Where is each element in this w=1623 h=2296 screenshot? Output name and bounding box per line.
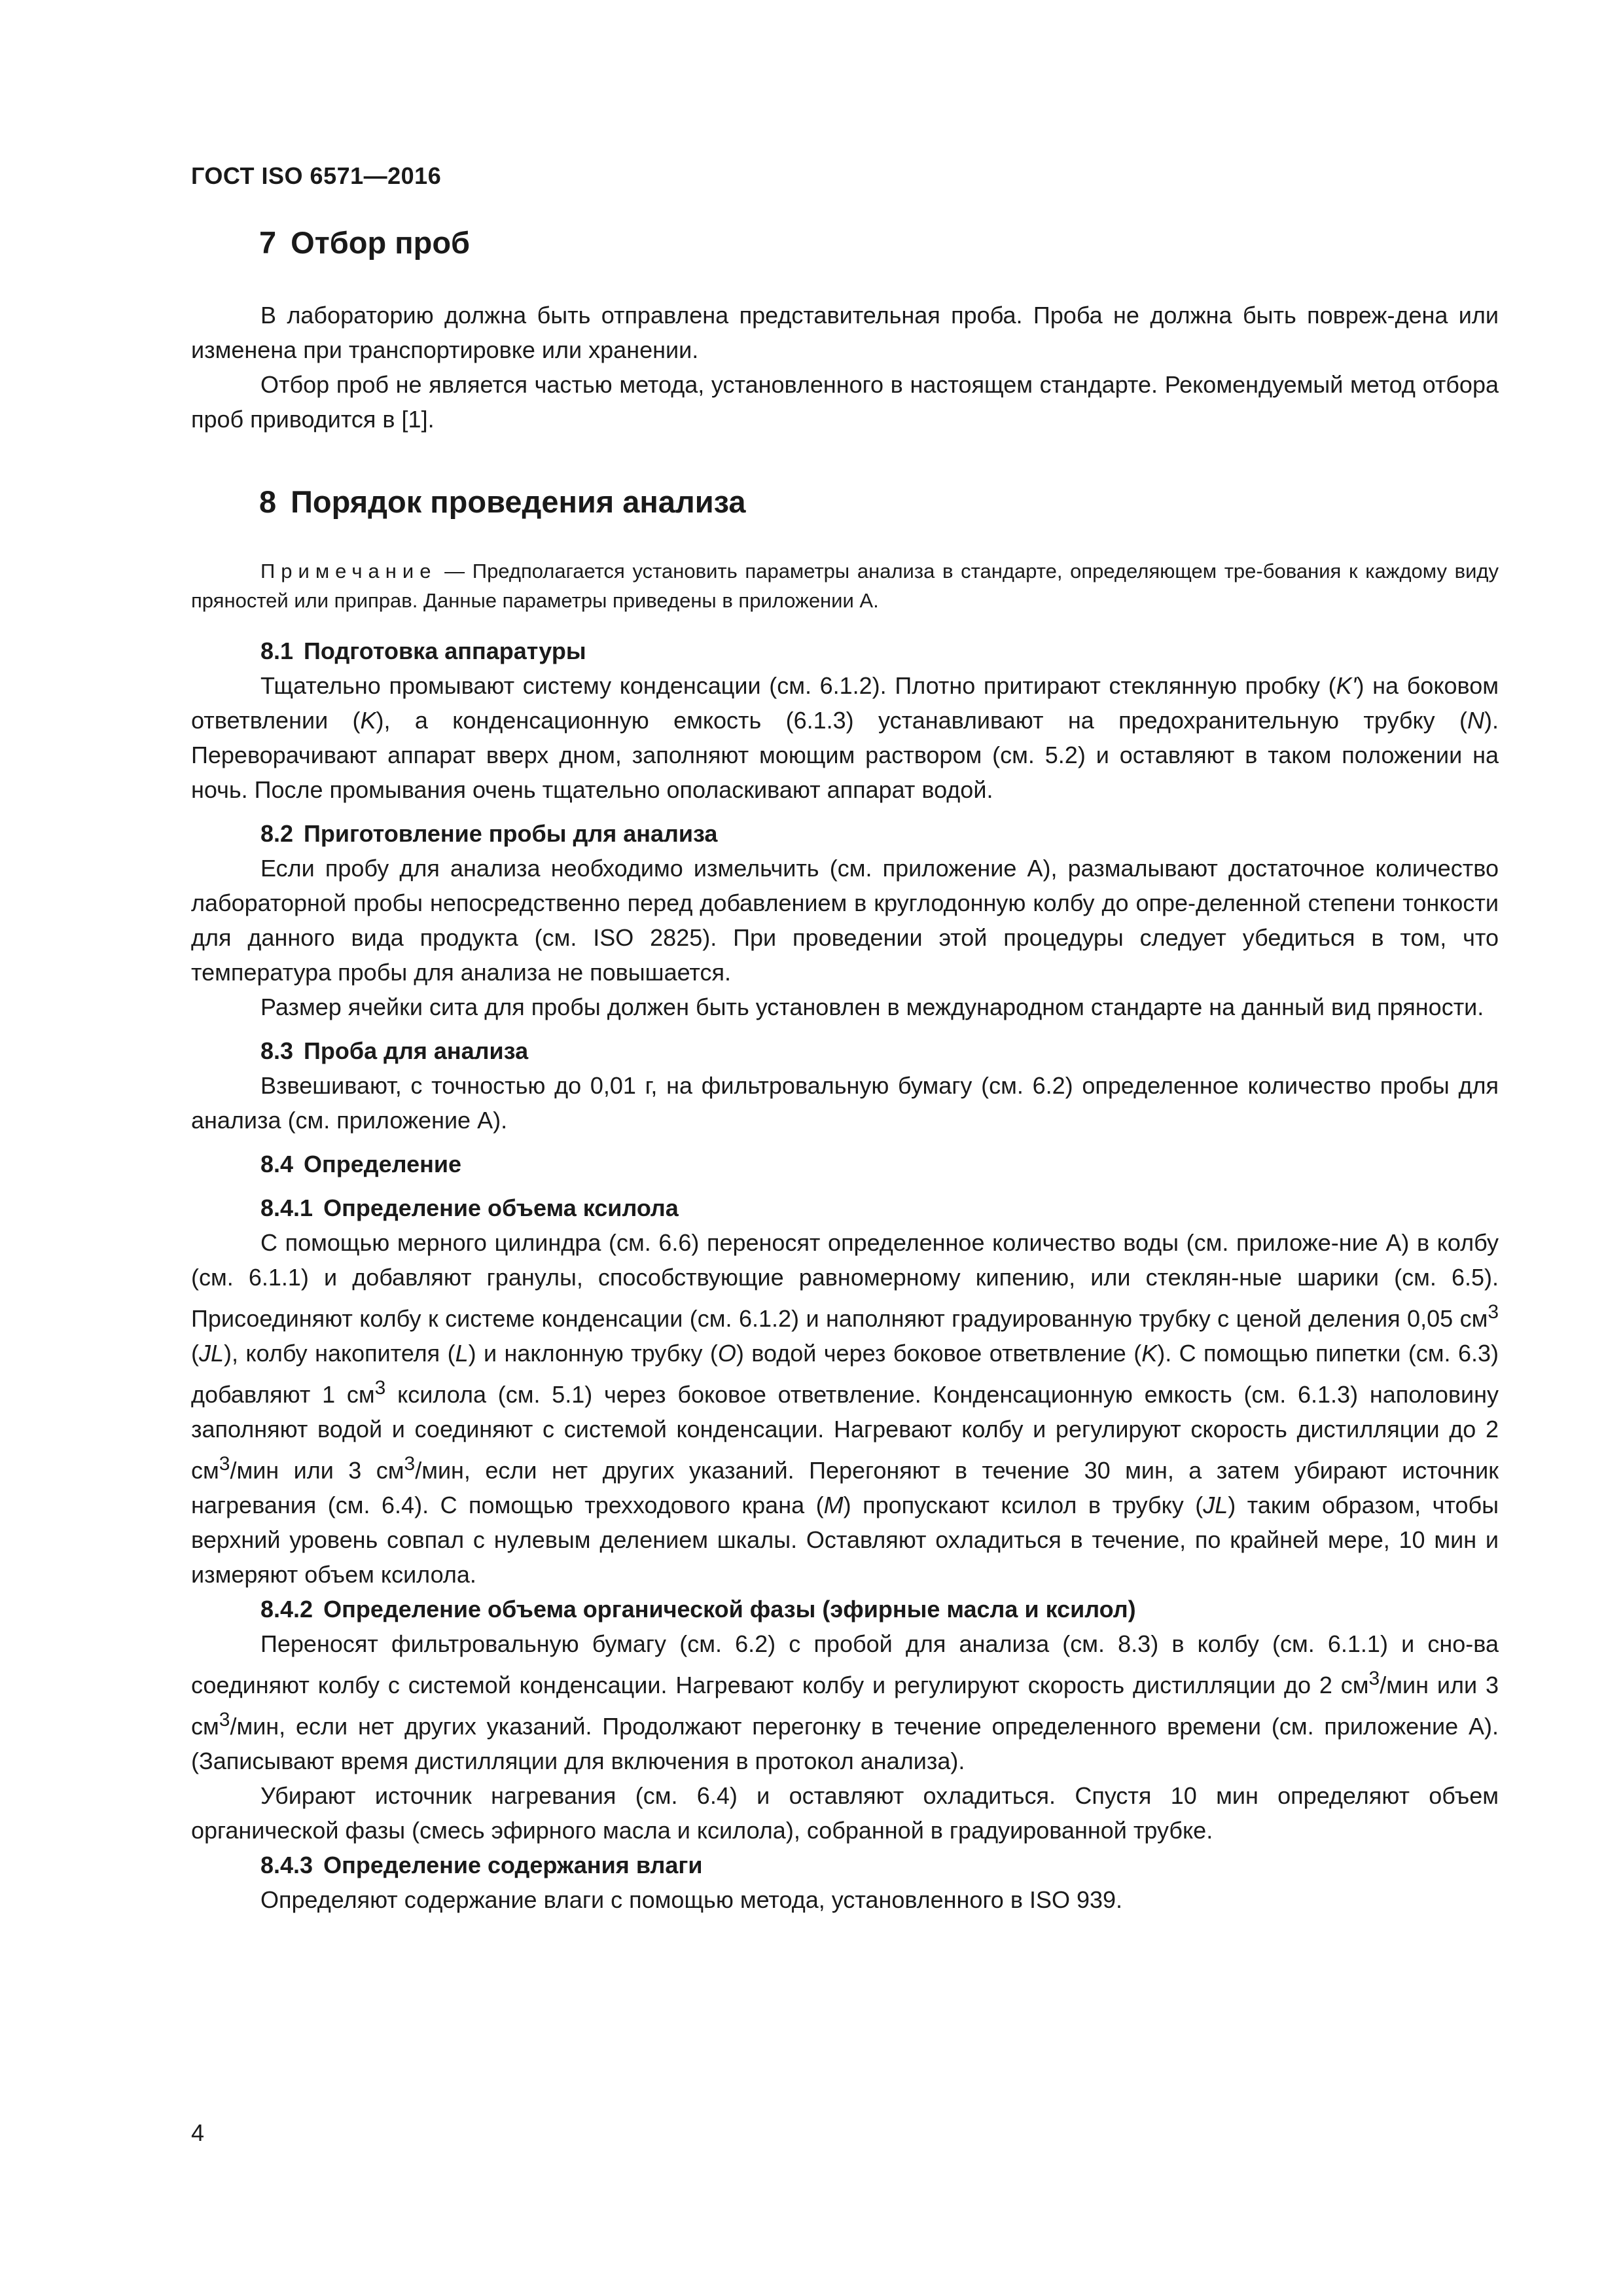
superscript: 3 [1368, 1668, 1380, 1690]
note-text: — Предполагается установить параметры анализа в стандарте, определяющем тре-бования к каждому виду пряностей или приправ. Данные параметры приведены в приложении А. [191, 560, 1499, 613]
paragraph: Отбор проб не является частью метода, установленного в настоящем стандарте. Рекомендуемый метод отбора проб приводится в [1]. [191, 370, 1499, 433]
superscript: 3 [1488, 1301, 1499, 1323]
superscript: 3 [404, 1453, 416, 1475]
text-run: С помощью мерного цилиндра (см. 6.6) переносят определенное количество воды (см. приложе-ние А) в колбу (см. 6.1.1) и добавляют гранулы, способствующие равномерному кипению, или стеклян-ные шарики (см. 6.5). Присоединяют колбу к системе конденсации (см. 6.1.2) и наполняют градуированную трубку с ценой деления 0,05 см [191, 1229, 1499, 1333]
italic-symbol: L [455, 1340, 469, 1367]
text-run: /мин, если нет других указаний. Продолжают перегонку в течение определенного времени (см. приложение А). (Записывают время дистилляции для включения в протокол анализа). [191, 1713, 1499, 1775]
subsection-heading: Определение объема ксилола [323, 1194, 679, 1222]
section-heading: Порядок проведения анализа [291, 484, 746, 519]
italic-symbol: M [823, 1492, 844, 1519]
subsection-number: 8.2 [260, 820, 294, 848]
text-run: ). С помощью пипетки (см. 6.3) добавляют 1 см [191, 1340, 1499, 1408]
italic-symbol: K' [1336, 672, 1357, 700]
section-number: 7 [259, 225, 277, 260]
subsection-number: 8.1 [260, 637, 294, 665]
subsection-number: 8.4 [260, 1151, 294, 1178]
text-run: ) водой через боковое ответвление ( [736, 1340, 1142, 1367]
text-run: ), колбу накопителя ( [224, 1340, 455, 1367]
superscript: 3 [219, 1709, 230, 1731]
paragraph: Размер ячейки сита для пробы должен быть установлен в международном стандарте на данный вид пряности. [260, 994, 1484, 1021]
section-heading: Отбор проб [291, 225, 471, 260]
paragraph: Взвешивают, с точностью до 0,01 г, на фильтровальную бумагу (см. 6.2) определенное количество пробы для анализа (см. приложение А). [191, 1072, 1499, 1134]
section-8-title [259, 485, 1499, 519]
page-number: 4 [191, 2119, 205, 2146]
section-number: 8 [259, 484, 277, 519]
subsection-heading: Проба для анализа [304, 1037, 529, 1065]
italic-symbol: K [360, 707, 376, 734]
text-run: ) и наклонную трубку ( [468, 1340, 718, 1367]
superscript: 3 [374, 1377, 386, 1399]
subsection-8-4-1-title [260, 1191, 1499, 1225]
subsection-number: 8.4.1 [260, 1194, 313, 1222]
subsection-8-1-title [260, 634, 1499, 668]
subsection-8-2-title [260, 816, 1499, 851]
superscript: 3 [219, 1453, 230, 1475]
subsection-heading: Приготовление пробы для анализа [304, 820, 718, 848]
paragraph: В лабораторию должна быть отправлена представительная проба. Проба не должна быть повреж-дена или изменена при транспортировке или хранении. [191, 301, 1499, 363]
text-run: /мин или 3 см [230, 1457, 404, 1484]
subsection-heading: Определение объема органической фазы (эфирные масла и ксилол) [323, 1596, 1136, 1623]
subsection-8-3-title [260, 1033, 1499, 1068]
paragraph [191, 1225, 1499, 1592]
subsection-number: 8.4.2 [260, 1596, 313, 1623]
subsection-heading: Определение [304, 1151, 461, 1178]
text-run: ) таким образом, чтобы верхний уровень совпал с нулевым делением шкалы. Оставляют охладиться в течение, по крайней мере, 10 мин и измеряют объем ксилола. [191, 1492, 1499, 1588]
subsection-8-4-2-title [260, 1592, 1499, 1626]
note-label: Примечание [260, 560, 437, 583]
paragraph [191, 1626, 1499, 1778]
subsection-8-4-3-title [260, 1848, 1499, 1882]
note [191, 556, 1499, 615]
paragraph: Определяют содержание влаги с помощью метода, установленного в ISO 939. [260, 1886, 1123, 1914]
page-content [191, 226, 1499, 1917]
paragraph [191, 668, 1499, 807]
italic-symbol: JL [199, 1340, 224, 1367]
italic-symbol: K [1141, 1340, 1158, 1367]
text-run: ксилола (см. 5.1) через боковое ответвление. Конденсационную емкость (см. 6.1.3) наполовину заполняют водой и соединяют с системой конденсации. Нагревают колбу и регулируют скорость дистилляции до 2 см [191, 1381, 1499, 1484]
section-7-title [259, 226, 1499, 260]
text-run: ), а конденсационную емкость (6.1.3) устанавливают на предохранительную трубку ( [376, 707, 1467, 734]
subsection-number: 8.4.3 [260, 1852, 313, 1879]
paragraph: Убирают источник нагревания (см. 6.4) и оставляют охладиться. Спустя 10 мин определяют объем органической фазы (смесь эфирного масла и ксилола), собранной в градуированной трубке. [191, 1782, 1499, 1844]
italic-symbol: JL [1203, 1492, 1228, 1519]
italic-symbol: O [717, 1340, 736, 1367]
standard-code: ГОСТ ISO 6571—2016 [191, 162, 442, 189]
text-run: ) пропускают ксилол в трубку ( [843, 1492, 1204, 1519]
text-run: ). Переворачивают аппарат вверх дном, заполняют моющим раствором (см. 5.2) и оставляют в таком положении на ночь. После промывания очень тщательно ополаскивают аппарат водой. [191, 707, 1499, 804]
text-run: ) на боковом ответвлении ( [191, 672, 1499, 734]
subsection-8-4-title [260, 1147, 1499, 1181]
text-run: /мин, если нет других указаний. Перегоняют в течение 30 мин, а затем убирают источник нагревания (см. 6.4). С помощью трехходового крана ( [191, 1457, 1499, 1519]
italic-symbol: N [1467, 707, 1484, 734]
text-run: ( [191, 1340, 199, 1367]
paragraph: Если пробу для анализа необходимо измельчить (см. приложение А), размалывают достаточное количество лабораторной пробы непосредственно перед добавлением в круглодонную колбу до опре-деленной степени тонкости для данного вида продукта (см. ISO 2825). При проведении этой процедуры следует убедиться в том, что температура пробы для анализа не повышается. [191, 855, 1499, 986]
text-run: Переносят фильтровальную бумагу (см. 6.2) с пробой для анализа (см. 8.3) в колбу (см. 6.1.1) и сно-ва соединяют колбу с системой конденсации. Нагревают колбу и регулируют скорость дистилляции до 2 см [191, 1630, 1499, 1699]
text-run: Тщательно промывают систему конденсации (см. 6.1.2). Плотно притирают стеклянную пробку ( [260, 672, 1336, 700]
subsection-heading: Определение содержания влаги [323, 1852, 703, 1879]
subsection-heading: Подготовка аппаратуры [304, 637, 586, 665]
subsection-number: 8.3 [260, 1037, 294, 1065]
text-run: /мин или 3 см [191, 1672, 1499, 1740]
